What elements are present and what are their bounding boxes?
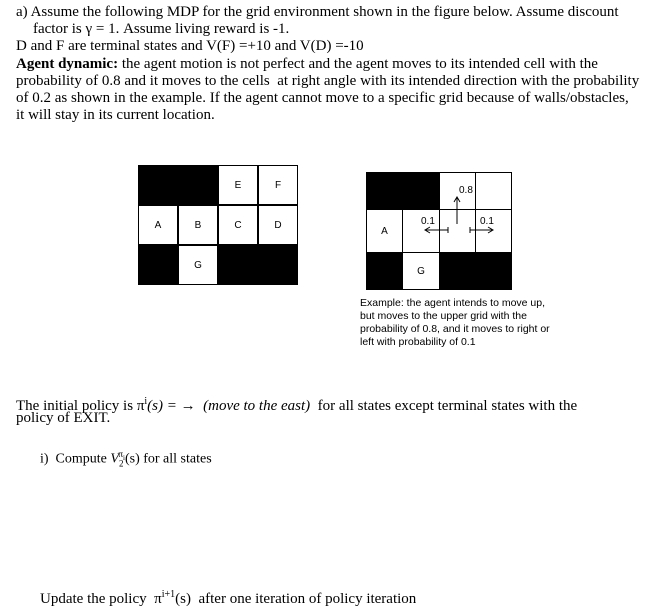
grid-cell-wall bbox=[178, 165, 218, 205]
problem-line-2: factor is γ = 1. Assume living reward is -1. bbox=[33, 21, 290, 37]
example-arrows bbox=[366, 172, 512, 290]
example-caption-line: probability of 0.8, and it moves to right or bbox=[360, 323, 550, 335]
policy-expression: (s) = → (move to the east) bbox=[147, 398, 311, 414]
policy-suffix: for all states except terminal states with the bbox=[310, 398, 578, 414]
agent-dynamic-line-3: of 0.2 as shown in the example. If the agent cannot move to a specific grid because of walls/obstacles, bbox=[16, 90, 629, 106]
grid-cell-d: D bbox=[258, 205, 298, 245]
initial-policy-line-2: policy of EXIT. bbox=[16, 410, 111, 426]
grid-cell-wall bbox=[218, 245, 298, 285]
grid-cell-b: B bbox=[178, 205, 218, 245]
prob-left-label: 0.1 bbox=[421, 216, 435, 227]
grid-cell-a: A bbox=[138, 205, 178, 245]
question-v: V bbox=[110, 451, 119, 467]
example-caption-line: left with probability of 0.1 bbox=[360, 336, 476, 348]
problem-line-3: D and F are terminal states and V(F) =+10 and V(D) =-10 bbox=[16, 38, 364, 54]
grid-cell-e: E bbox=[218, 165, 258, 205]
grid-cell-wall bbox=[138, 245, 178, 285]
update-sup: i+1 bbox=[161, 589, 176, 600]
question-sub: 2 bbox=[118, 458, 124, 469]
grid-cell-c: C bbox=[218, 205, 258, 245]
agent-dynamic-line-2: probability of 0.8 and it moves to the cells at right angle with its intended direction with the probability bbox=[16, 73, 640, 89]
policy-prefix: The initial policy is π bbox=[16, 398, 145, 414]
example-grid-figure bbox=[366, 172, 512, 290]
agent-dynamic-label: Agent dynamic: bbox=[16, 56, 119, 72]
grid-cell-g: G bbox=[178, 245, 218, 285]
agent-dynamic-text: the agent motion is not perfect and the agent moves to its intended cell with the bbox=[118, 56, 598, 72]
agent-dynamic-line-1 bbox=[16, 56, 598, 73]
prob-right-label: 0.1 bbox=[480, 216, 494, 227]
example-caption bbox=[360, 297, 550, 349]
grid-cell-wall bbox=[138, 165, 178, 205]
problem-line-1: a) Assume the following MDP for the grid environment shown in the figure below. Assume discount bbox=[16, 4, 619, 20]
policy-sup: i bbox=[144, 396, 148, 407]
update-policy-line bbox=[40, 586, 416, 608]
question-prefix: i) Compute bbox=[40, 451, 111, 467]
prob-up-label: 0.8 bbox=[459, 185, 473, 196]
question-sup: πi bbox=[118, 449, 125, 462]
agent-dynamic-line-4: it will stay in its current location. bbox=[16, 107, 215, 123]
grid-cell-f: F bbox=[258, 165, 298, 205]
question-suffix: (s) for all states bbox=[124, 451, 212, 467]
update-prefix: Update the policy π bbox=[40, 591, 162, 607]
example-caption-line: but moves to the upper grid with the bbox=[360, 310, 527, 322]
grid-world-figure bbox=[138, 165, 298, 291]
question-i bbox=[40, 446, 212, 472]
example-caption-line: Example: the agent intends to move up, bbox=[360, 297, 546, 309]
example-label-g: G bbox=[417, 265, 425, 277]
update-suffix: (s) after one iteration of policy iteration bbox=[175, 591, 417, 607]
example-label-a: A bbox=[381, 225, 388, 237]
